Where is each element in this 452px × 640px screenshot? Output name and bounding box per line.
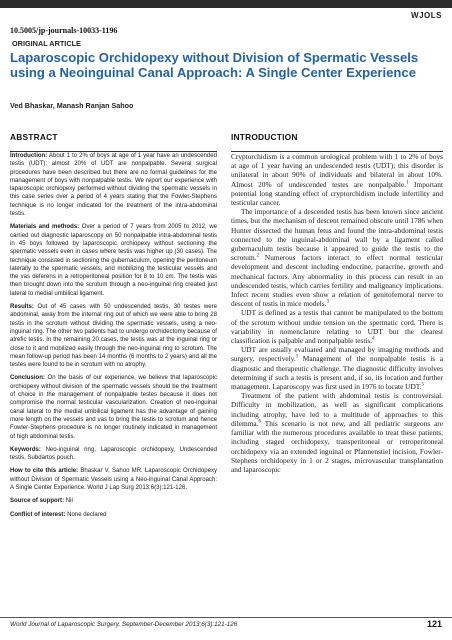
intro-paragraph xyxy=(231,345,443,391)
abstract-keywords-label: Keywords: xyxy=(10,446,41,453)
page-number: 121 xyxy=(426,619,442,629)
intro-paragraph xyxy=(231,391,443,474)
abstract-heading: ABSTRACT xyxy=(10,132,58,142)
abstract-introduction-label: Introduction: xyxy=(10,153,48,159)
intro-text: Management of the nonpalpable testis is a diagnostic and therapeutic challenge. The diagnostic difficulty involves determining if such a testis is present and, if so, its location and further management. Laparoscopy was first used in 1976 to locate UDT. xyxy=(231,354,443,392)
intro-paragraph xyxy=(231,308,443,345)
intro-text: UDT is defined as a testis that cannot be manipulated to the bottom of the scrotum without undue tension on the spermatic cord. There is variability in nomenclature relating to UDT but the clearest classification is palpable and nonpalpable testis. xyxy=(231,308,443,346)
doi: 10.5005/jp-journals-10033-1196 xyxy=(10,26,118,35)
abstract-methods-text: Over a period of 7 years from 2005 to 2012, we carried out diagnostic laparoscopy on 50 nonpalpable intra-abdominal testis in 45 boys followed by laparoscopic orchiopexy without sectioning the spermatic vessels even in cases where testis was higher up (30 cases). The technique consisted in sectioning the gubernaculum, opening the peritoneum laterally to the spermatic vessels, and mobilizing the testicular vessels and the vas deferens in a retroperitoneal position for 8 to 10 cm. The testis was then brought down into the scrotum through a neo-inguinal ring created just lateral to medial umbilical ligament. xyxy=(10,224,217,297)
abstract-support-label: Source of support: xyxy=(10,498,65,505)
reference-marker: 1 xyxy=(406,180,409,186)
reference-marker: 1 xyxy=(295,355,299,361)
abstract-introduction-text: About 1 to 2% of boys at age of 1 year have an undescended testis (UDT); almost 20% of UDT are nonpalpable. Several surgical procedures have been described but there are no formal guidelines for the management of boys with nonpalpable testis. We report our experience with laparoscopic orchiopexy performed without dividing the spermatic vessels in this case series over a period of 4 years stating that the Fowler-Stephens technique is no longer indicated for the treatment of the intra-abdominal testis. xyxy=(10,153,217,218)
article-type: ORIGINAL ARTICLE xyxy=(12,39,81,48)
abstract-conflict-label: Conflict of interest: xyxy=(10,511,66,518)
abstract-methods-label: Materials and methods: xyxy=(10,224,80,231)
abstract-keywords-text: Neo-inguinal ring, Laparoscopic orchidopexy, Undescended testis, Subdartos pouch. xyxy=(10,446,217,462)
abstract-citation-label: How to cite this article: xyxy=(10,468,79,475)
abstract-introduction xyxy=(10,152,217,218)
abstract-conclusion xyxy=(10,374,217,440)
abstract-conflict xyxy=(10,511,217,519)
abstract-section xyxy=(10,132,217,524)
intro-text: This scenario is not new, and all pediatric surgeons are familiar with the numerous procedures available to treat these patients, including staged orchidopexy, transperitoneal or retroperitoneal orchidopexy via an extended inguinal or Pfannenstiel incision, Fowler-Stephens orchidopexy in 1 or 2 stages, microvascular transplantation and laparoscopic xyxy=(231,418,443,474)
abstract-keywords xyxy=(10,446,217,463)
introduction-heading: INTRODUCTION xyxy=(231,132,298,142)
journal-abbreviation: WJOLS xyxy=(411,11,442,20)
intro-text: UDT are usually evaluated and managed by imaging methods and surgery, respectively. xyxy=(231,345,443,364)
authors: Ved Bhaskar, Manash Ranjan Sahoo xyxy=(10,101,134,110)
abstract-results-label: Results: xyxy=(10,304,34,311)
abstract-support-text: Nil xyxy=(64,498,73,505)
abstract-results xyxy=(10,303,217,369)
intro-text: Numerous factors interact to effect normal testicular development and descent including endocrine, paracrine, growth and mechanical factors. Any abnormality in this process can result in an undescended testis, which carries fertility and malignancy implications. Infect recent studies even show a relation of genitofemoral nerve to descent of testis in mice models. xyxy=(231,253,443,309)
abstract-support xyxy=(10,497,217,505)
abstract-conflict-text: None declared xyxy=(65,511,107,518)
reference-marker: 6 xyxy=(258,419,262,425)
abstract-conclusion-label: Conclusion: xyxy=(10,375,45,382)
intro-text: Cryptorchidism is a common urological problem with 1 to 2% of boys at age of 1 year having an undescended testis (UDT); this disorder is unilateral in about 90% of individuals and bilateral in about 10%. Almost 20% of undescended testes are nonpalpable. xyxy=(231,152,443,189)
abstract-results-text: Out of 45 cases with 50 undescended testis, 30 testes were abdominal, away from the internal ring out of which we were able to bring 28 testis in the scrotum without dividing the spermatic vessels, using a neo-inguinal ring. The other two patients had to undergo orchidectomy because of atrefic testis. In the remaining 20 cases, the testis was at the inguinal ring or close to it and mobilized easily through the neo-inguinal ring to scrotum. The mean follow-up period has been 14 months (6 months to 2 years) and all the testes were found to be in scrotum with no atrophy. xyxy=(10,304,217,369)
header-bar xyxy=(0,0,452,8)
intro-text: The importance of a descended testis has been known since ancient times, but the mechanism of descent remained obscure until 1786 when Hunter dissected the human fetus and found the intra-abdominal testis connected to the inguinal-abdominal wall by a ligament called gubernaculum testis because it appeared to guide the testis to the scrotum. xyxy=(231,207,443,263)
introduction-section xyxy=(231,132,443,474)
reference-marker: 5 xyxy=(421,382,425,388)
reference-marker: 4 xyxy=(372,336,375,342)
reference-marker: 3 xyxy=(326,299,329,305)
abstract-citation xyxy=(10,467,217,492)
footer-citation: World Journal of Laparoscopic Surgery, September-December 2013;6(3):121-126 xyxy=(10,621,238,628)
intro-paragraph xyxy=(231,207,443,308)
intro-paragraph xyxy=(231,152,443,207)
intro-text: Important potential long standing effect of cryptorchidism include infertility and testicular cancer. xyxy=(231,179,444,208)
abstract-conclusion-text: On the basis of our experience, we believe that laparoscopic orchiopexy without division of the spermatic vessels should be the treatment of choice in the management of nonpalpable testes because it does not compromise the normal testicular vascularization. Creation of neo-inguinal canal lateral to the medial umbilical ligament has the advantage of gaining more length on the vessels and vas to bring the testis to scrotum and hence Fowler-Stephens procedure is no longer routinely indicated in management of high abdominal testis. xyxy=(10,375,217,440)
abstract-citation-text: Bhaskar V, Sahoo MR. Laparoscopic Orchidopexy without Division of Spermatic Vessels using a Neo-inguinal Canal Approach: A Single Center Experience. World J Lap Surg 2013;6(3):121-126. xyxy=(10,468,217,491)
abstract-methods xyxy=(10,223,217,298)
article-title: Laparoscopic Orchidopexy without Division of Spermatic Vessels using a Neoinguinal Canal Approach: A Single Center Experience xyxy=(10,50,419,80)
reference-marker: 2 xyxy=(256,253,259,259)
intro-text: Treatment of the patient with abdominal testis is controversial. Difficulty in mobilization, as well as significant complications including atrophy, have led to a multitude of approaches to this dilemma. xyxy=(231,391,443,428)
